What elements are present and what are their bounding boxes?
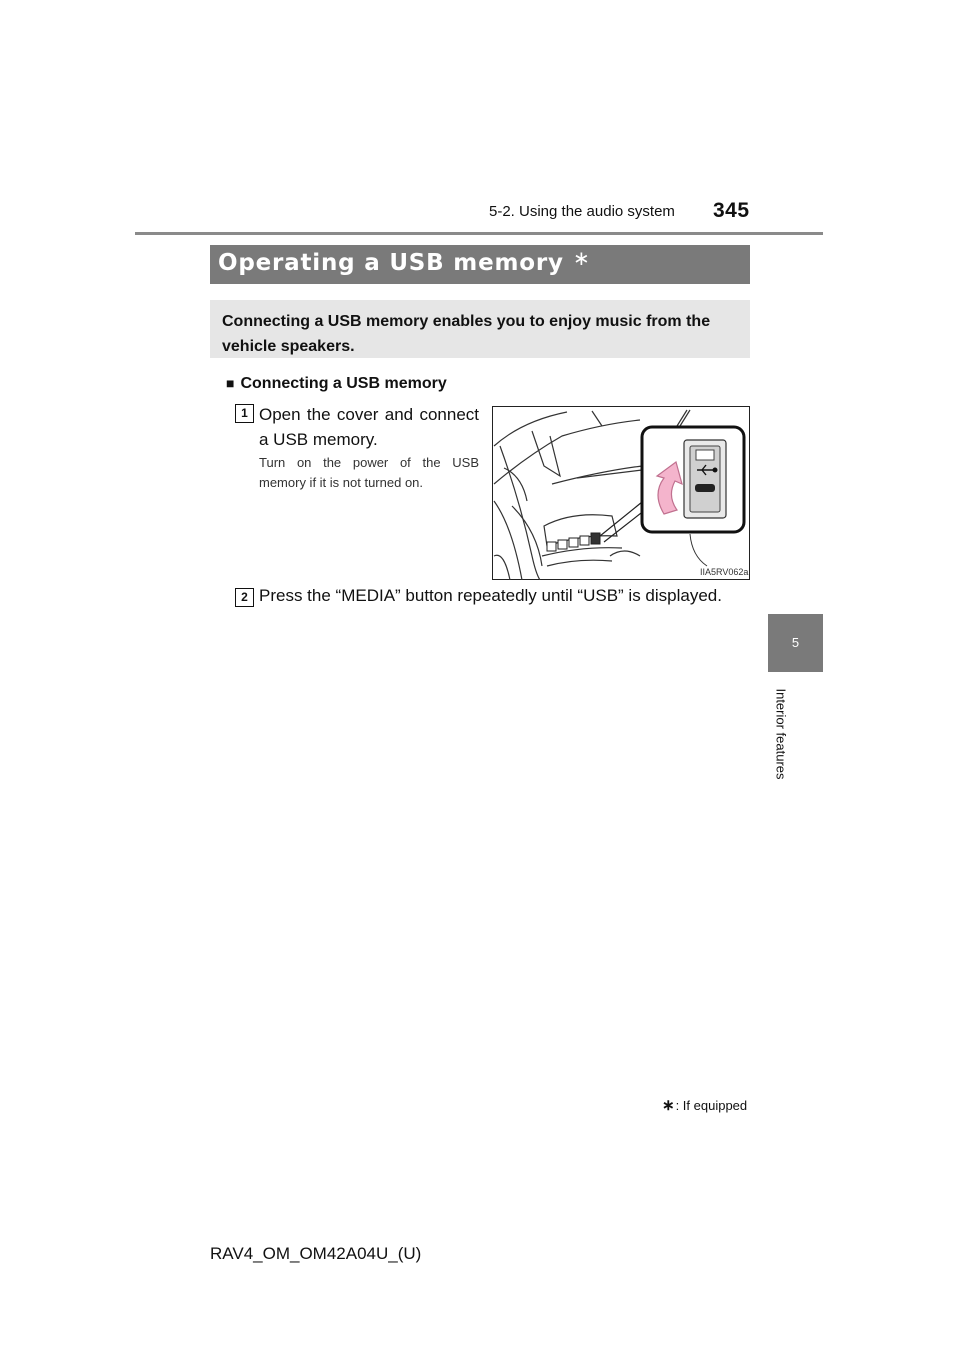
chapter-label-text: Interior features (773, 687, 789, 780)
intro-box (210, 300, 750, 358)
page-number: 345 (713, 199, 750, 222)
section-header: 5-2. Using the audio system (489, 203, 675, 220)
step-1-badge: 1 (235, 404, 254, 423)
square-bullet-icon: ■ (226, 375, 235, 391)
footnote-star: ∗ (662, 1097, 675, 1114)
intro-text: Connecting a USB memory enables you to enjoy music from the vehicle speakers. (222, 313, 711, 355)
chapter-tab (768, 614, 823, 672)
chapter-label (772, 681, 790, 786)
chapter-number: 5 (791, 635, 800, 650)
step-2-text: Press the “MEDIA” button repeatedly until “USB” is displayed. (259, 586, 722, 605)
subsection-heading-text: Connecting a USB memory (240, 375, 447, 392)
step-1-note: Turn on the power of the USB memory if it is not turned on. (259, 455, 479, 490)
subsection-heading (226, 375, 447, 393)
header-divider (135, 232, 823, 235)
step-1-text: Open the cover and connect a USB memory. (259, 405, 479, 449)
illustration-code: IIA5RV062a (700, 567, 749, 577)
section-title: Operating a USB memory (218, 250, 564, 276)
if-equipped-marker: ∗ (573, 248, 590, 270)
document-code: RAV4_OM_OM42A04U_(U) (210, 1244, 422, 1263)
usb-port-illustration (492, 406, 750, 580)
footnote-text: : If equipped (675, 1098, 748, 1113)
step-2-badge: 2 (235, 588, 254, 607)
section-title-bar (210, 245, 750, 284)
footnote (662, 1096, 747, 1114)
